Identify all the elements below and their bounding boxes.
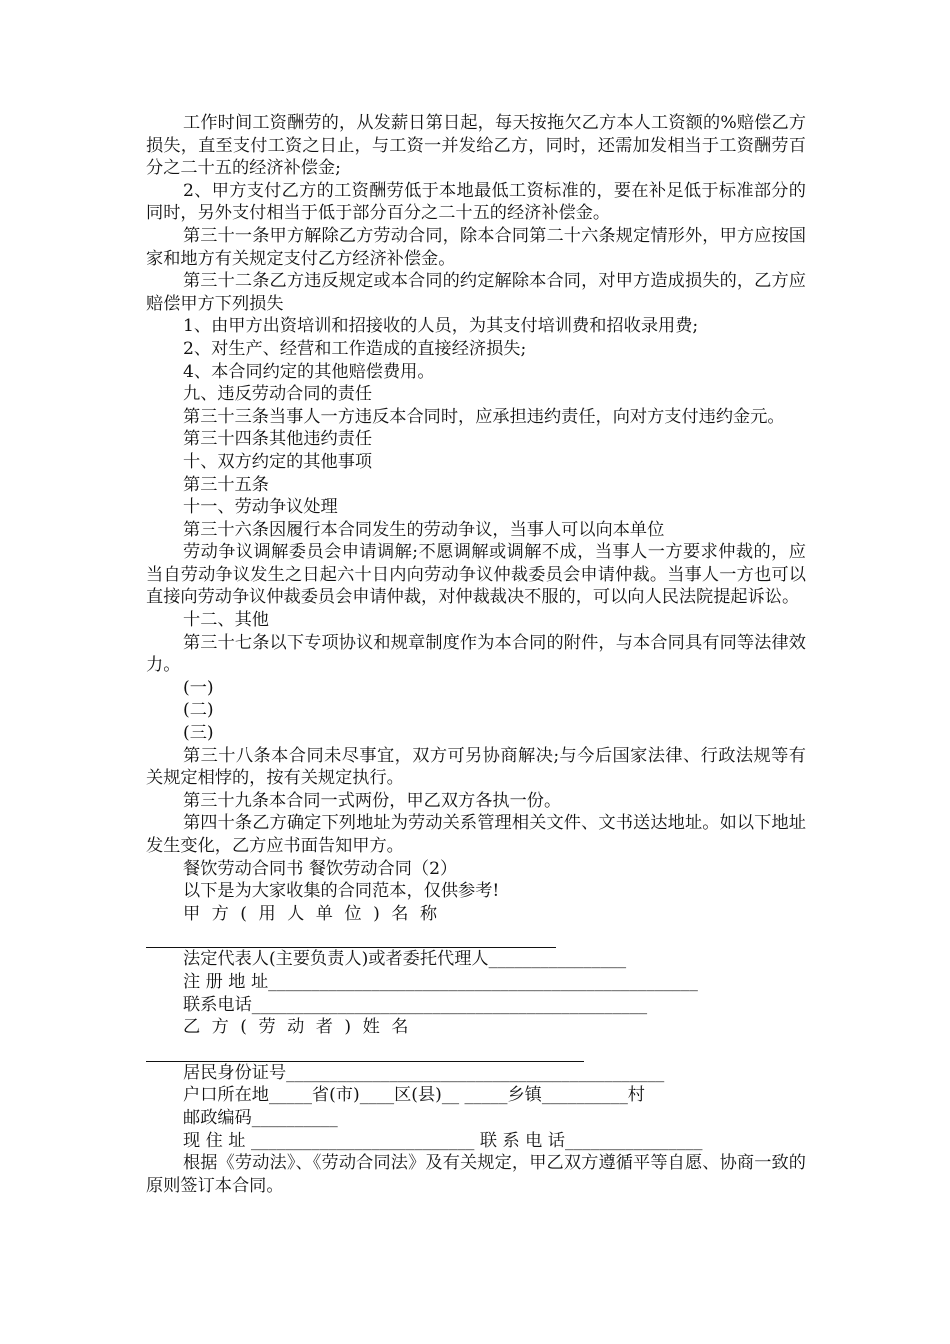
reg-address-field: 注 册 地 址__________________________________________________ <box>183 971 698 992</box>
list-item: (三) <box>183 723 214 744</box>
paragraph: 第三十五条 <box>183 474 269 495</box>
paragraph: 工作时间工资酬劳的，从发薪日第日起，每天按拖欠乙方本人工资额的%赔偿乙方损失，直至支付工资之日止，与工资一并发给乙方，同时，还需加发相当于工资酬劳百分之二十五的经济补偿金; <box>146 113 806 179</box>
section-heading: 九、违反劳动合同的责任 <box>183 384 373 405</box>
document-body <box>146 112 806 1197</box>
paragraph: 2、甲方支付乙方的工资酬劳低于本地最低工资标准的，要在补足低于标准部分的同时，另外支付相当于低于部分百分之二十五的经济补偿金。 <box>146 180 806 224</box>
paragraph: 第三十八条本合同未尽事宜，双方可另协商解决;与今后国家法律、行政法规等有关规定相悖的，按有关规定执行。 <box>146 745 806 789</box>
postcode-field: 邮政编码__________ <box>183 1107 338 1128</box>
paragraph: 第三十四条其他违约责任 <box>183 429 373 450</box>
basis-paragraph: 根据《劳动法》、《劳动合同法》及有关规定，甲乙双方遵循平等自愿、协商一致的原则签订本合同。 <box>146 1153 806 1196</box>
paragraph: 2、对生产、经营和工作造成的直接经济损失; <box>183 338 527 359</box>
paragraph: 以下是为大家收集的合同范本，仅供参考! <box>183 881 500 902</box>
id-number-field: 居民身份证号____________________________________________ <box>183 1062 665 1083</box>
paragraph: 第三十二条乙方违反规定或本合同的约定解除本合同，对甲方造成损失的，乙方应赔偿甲方下列损失 <box>146 271 806 314</box>
list-item: (一) <box>183 677 214 698</box>
list-item: (二) <box>183 700 214 721</box>
party-a-name-blank <box>146 931 556 948</box>
party-b-label: 乙 方 ( 劳 动 者 ) 姓 名 <box>183 1017 412 1038</box>
paragraph: 第四十条乙方确定下列地址为劳动关系管理相关文件、文书送达地址。如以下地址发生变化，乙方应书面告知甲方。 <box>146 813 806 856</box>
section-heading: 十一、劳动争议处理 <box>183 497 338 518</box>
paragraph: 第三十三条当事人一方违反本合同时，应承担违约责任，向对方支付违约金元。 <box>183 406 785 427</box>
section-heading: 十二、其他 <box>183 610 269 631</box>
party-a-label: 甲 方 ( 用 人 单 位 ) 名 称 <box>183 903 441 924</box>
paragraph: 第三十九条本合同一式两份，甲乙双方各执一份。 <box>183 790 562 811</box>
paragraph: 第三十六条因履行本合同发生的劳动争议，当事人可以向本单位 <box>183 519 665 540</box>
paragraph: 1、由甲方出资培训和招接收的人员，为其支付培训费和招收录用费; <box>183 316 699 337</box>
phone-a-field: 联系电话______________________________________________ <box>183 994 648 1015</box>
paragraph: 4、本合同约定的其他赔偿费用。 <box>183 361 435 382</box>
section-heading: 十、双方约定的其他事项 <box>183 451 373 472</box>
legal-rep-field: 法定代表人(主要负责人)或者委托代理人________________ <box>183 949 627 970</box>
paragraph: 劳动争议调解委员会申请调解;不愿调解或调解不成，当事人一方要求仲裁的，应当自劳动争议发生之日起六十日内向劳动争议仲裁委员会申请仲裁。当事人一方也可以直接向劳动争议仲裁委员会申请仲裁，对仲裁裁决不服的，可以向人民法院提起诉讼。 <box>146 542 806 608</box>
residence-field: 现 住 址 __________________________ 联 系 电 话________________ <box>183 1130 703 1151</box>
paragraph: 第三十七条以下专项协议和规章制度作为本合同的附件，与本合同具有同等法律效力。 <box>146 632 806 676</box>
household-field: 户口所在地_____省(市)____区(县)__ _____乡镇__________村 <box>183 1085 645 1106</box>
party-b-name-blank <box>146 1045 584 1062</box>
document-title: 餐饮劳动合同书 餐饮劳动合同（2） <box>183 858 458 879</box>
paragraph: 第三十一条甲方解除乙方劳动合同，除本合同第二十六条规定情形外，甲方应按国家和地方有关规定支付乙方经济补偿金。 <box>146 225 806 269</box>
